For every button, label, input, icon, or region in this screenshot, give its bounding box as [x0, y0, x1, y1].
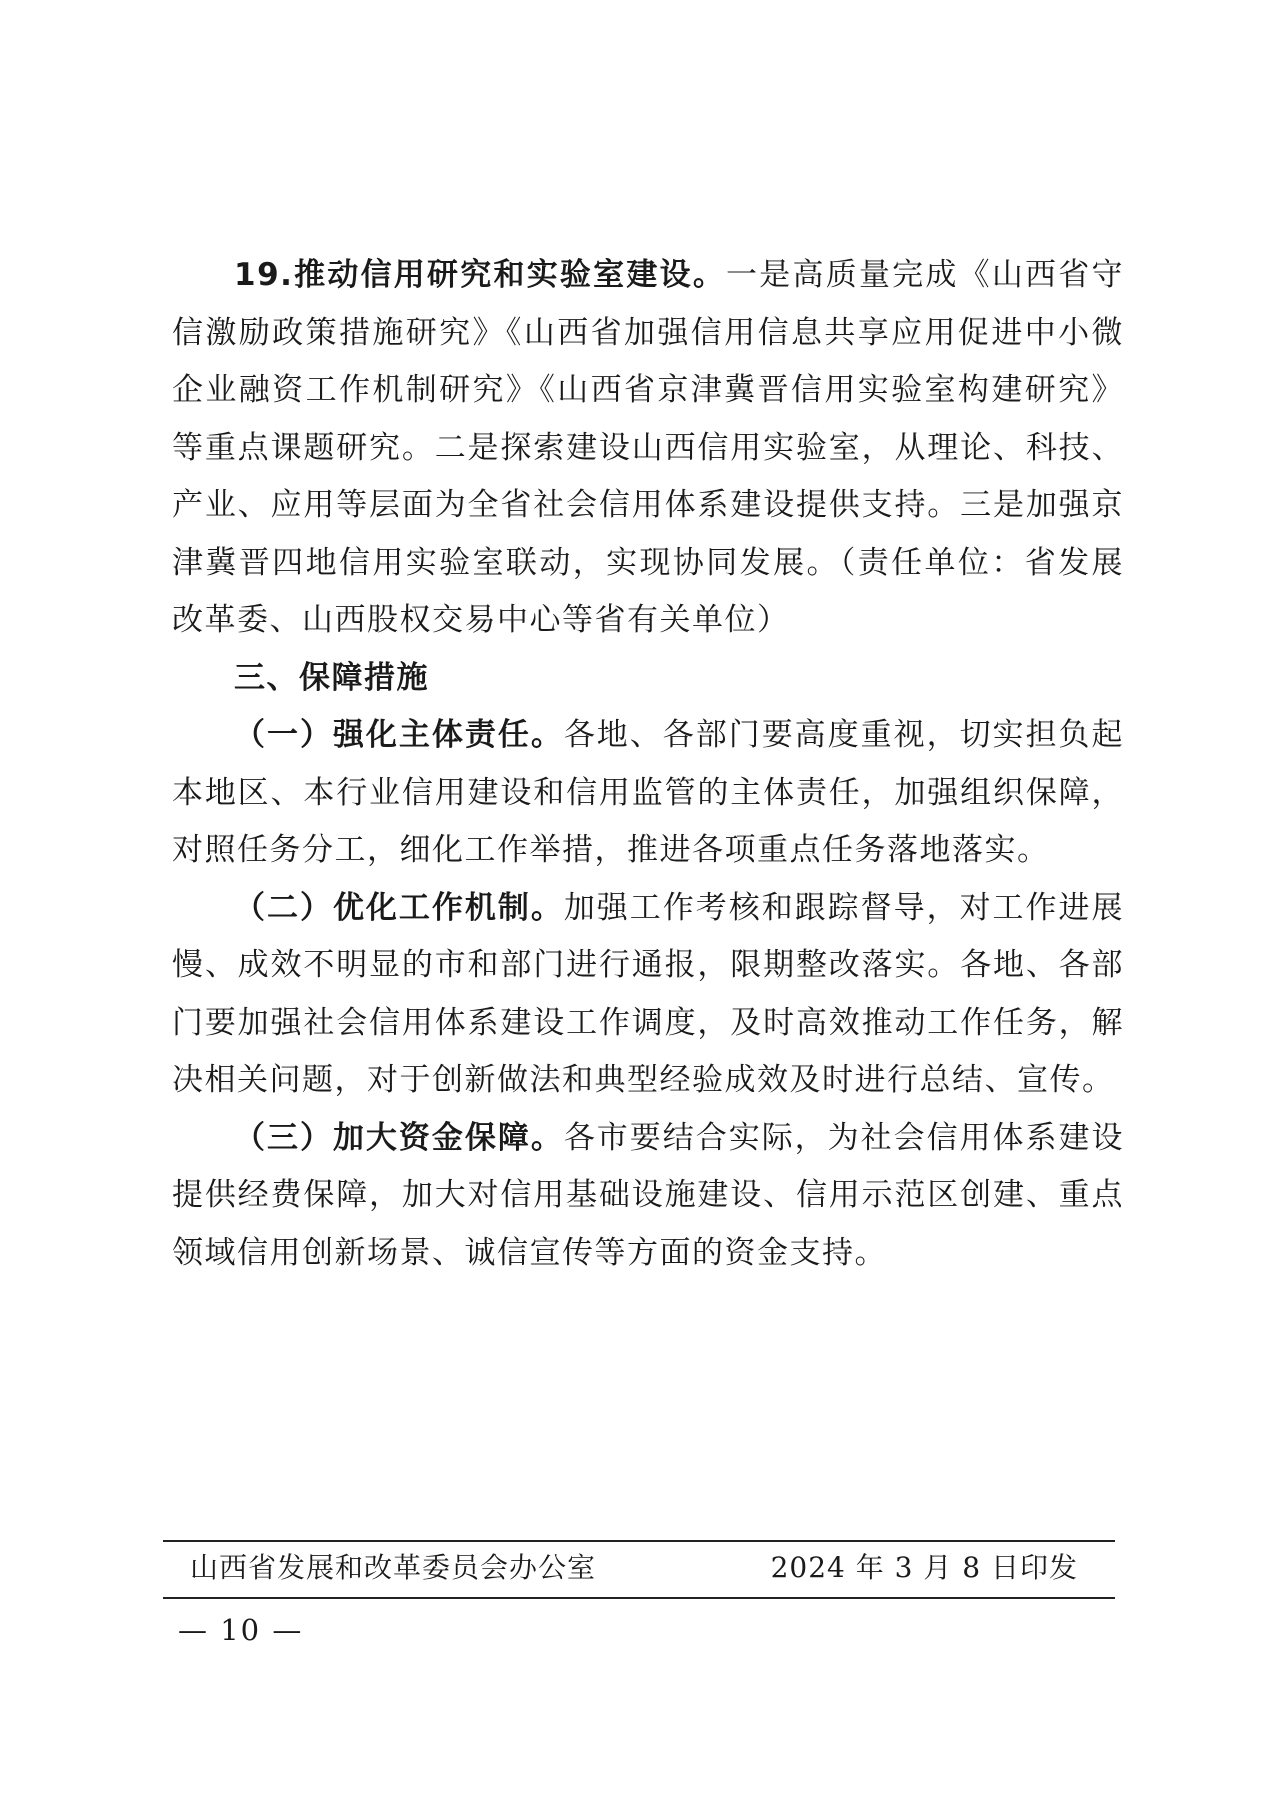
item-19-text: 一是高质量完成《山西省守信激励政策措施研究》《山西省加强信用信息共享应用促进中小微企业融资工作机制研究》《山西省京津冀晋信用实验室构建研究》等重点课题研究。二是探索建设山西信用实验室，从理论、科技、产业、应用等层面为全省社会信用体系建设提供支持。三是加强京津冀晋四地信用实验室联动，实现协同发展。（责任单位：省发展改革委、山西股权交易中心等省有关单位）: [172, 257, 1125, 638]
issue-date: 2024 年 3 月 8 日印发: [770, 1551, 1078, 1584]
measure-1-lead: （一）强化主体责任。: [234, 717, 564, 753]
measure-3-paragraph: [172, 1110, 1124, 1283]
measure-2-paragraph: [172, 880, 1124, 1110]
measure-3-text: 各市要结合实际，为社会信用体系建设提供经费保障，加大对信用基础设施建设、信用示范区创建、重点领域信用创新场景、诚信宣传等方面的资金支持。: [172, 1119, 1125, 1271]
measure-2-text: 加强工作考核和跟踪督导，对工作进展慢、成效不明显的市和部门进行通报，限期整改落实。各地、各部门要加强社会信用体系建设工作调度，及时高效推动工作任务，解决相关问题，对于创新做法和典型经验成效及时进行总结、宣传。: [172, 889, 1125, 1098]
page-number: — 10 —: [178, 1613, 304, 1647]
issuance-footer: [190, 1546, 1078, 1590]
document-body: [172, 247, 1124, 1282]
measure-2-lead: （二）优化工作机制。: [234, 889, 564, 926]
issuing-office: 山西省发展和改革委员会办公室: [190, 1551, 597, 1584]
footer-bottom-rule: [163, 1597, 1115, 1599]
item-19-lead: 19.推动信用研究和实验室建设。: [234, 257, 727, 293]
footer-top-rule: [163, 1540, 1115, 1542]
item-19-paragraph: [172, 247, 1124, 650]
measure-1-paragraph: [172, 707, 1124, 880]
measure-1-text: 各地、各部门要高度重视，切实担负起本地区、本行业信用建设和信用监管的主体责任，加强组织保障，对照任务分工，细化工作举措，推进各项重点任务落地落实。: [172, 717, 1125, 868]
measure-3-lead: （三）加大资金保障。: [234, 1119, 564, 1156]
section-heading: 三、保障措施: [234, 659, 429, 696]
